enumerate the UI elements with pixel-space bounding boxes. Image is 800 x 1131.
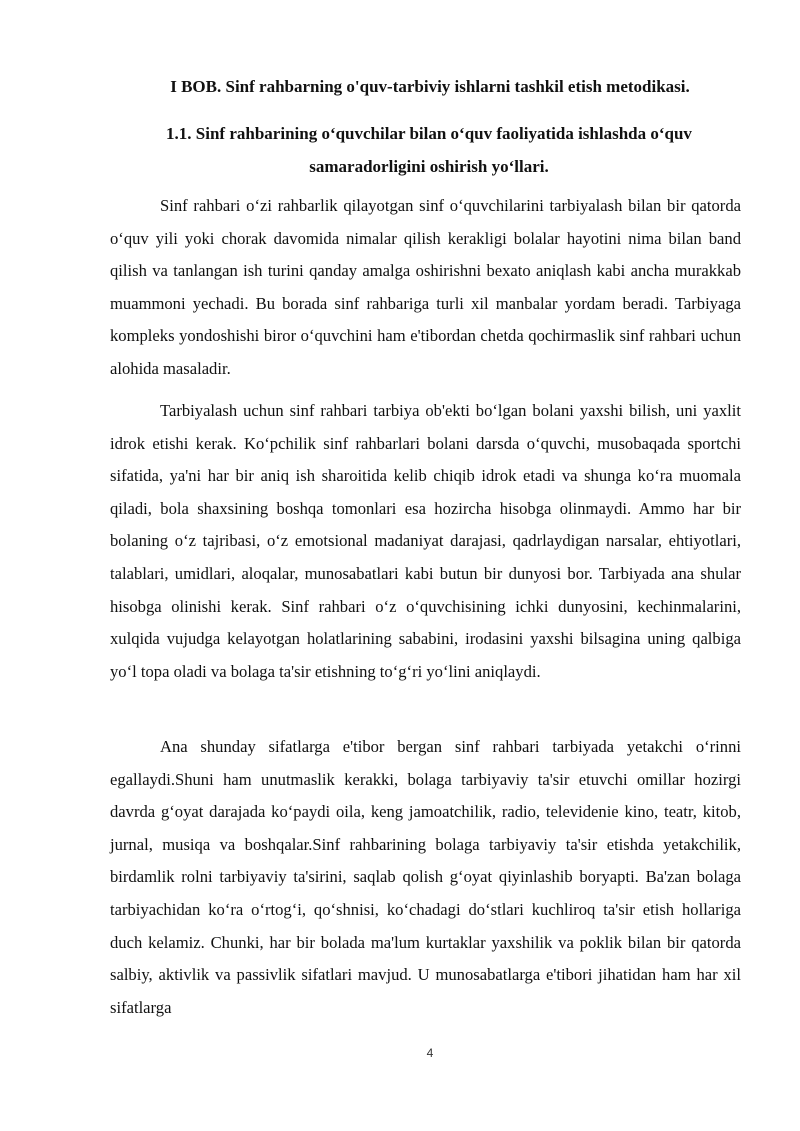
paragraph-2: Tarbiyalash uchun sinf rahbari tarbiya ob'ekti bo‘lgan bolani yaxshi bilish, uni yaxlit idrok etishi kerak. Ko‘pchilik sinf rahbarlari bolani darsda o‘quvchi, musobaqada sportchi sifatida, ya'ni har bir aniq ish sharoitida kelib chiqib idrok etadi va shunga ko‘ra muomala qiladi, bola shaxsining boshqa tomonlari esa hozircha hisobga olinmaydi. Ammo har bir bolaning o‘z tajribasi, o‘z emotsional madaniyat darajasi, qadrlaydigan narsalar, ehtiyotlari, talablari, umidlari, aloqalar, munosabatlari kabi butun bir dunyosi bor. Tarbiyada ana shular hisobga olinishi kerak. Sinf rahbari o‘z o‘quvchisining ichki dunyosini, kechinmalarini, xulqida vujudga kelayotgan holatlarining sababini, irodasini yaxshi bilsagina uning qalbiga yo‘l topa oladi va bolaga ta'sir etishning to‘g‘ri yo‘lini aniqlaydi. [110, 401, 741, 681]
section-title-line-1: 1.1. Sinf rahbarining o‘quvchilar bilan o‘quv faoliyatida ishlashda o‘quv [166, 124, 692, 143]
page-number: 4 [426, 1046, 434, 1060]
chapter-title: I BOB. Sinf rahbarning o'quv-tarbiviy ishlarni tashkil etish metodikasi. [170, 77, 690, 96]
section-title-line-2: samaradorligini oshirish yo‘llari. [309, 157, 549, 176]
paragraph-3: Ana shunday sifatlarga e'tibor bergan sinf rahbari tarbiyada yetakchi o‘rinni egallaydi.Shuni ham unutmaslik kerakki, bolaga tarbiyaviy ta'sir etuvchi omillar hozirgi davrda g‘oyat darajada ko‘paydi oila, keng jamoatchilik, radio, televidenie kino, teatr, kitob, jurnal, musiqa va boshqalar.Sinf rahbarining bolaga tarbiyaviy ta'sir etishda yetakchilik, birdamlik rolni tarbiyaviy ta'sirini, saqlab qolish g‘oyat qiyinlashib boryapti. Ba'zan bolaga tarbiyachidan ko‘ra o‘rtog‘i, qo‘shnisi, ko‘chadagi do‘stlari kuchliroq ta'sir etish hollariga duch kelamiz. Chunki, har bir bolada ma'lum kurtaklar yaxshilik va poklik bilan bir qatorda salbiy, aktivlik va passivlik sifatlari mavjud. U munosabatlarga e'tibori jihatidan ham har xil sifatlarga [110, 737, 741, 1017]
section-title [118, 117, 740, 183]
paragraph-1: Sinf rahbari o‘zi rahbarlik qilayotgan sinf o‘quvchilarini tarbiyalash bilan bir qatorda o‘quv yili yoki chorak davomida nimalar qilish kerakligi bolalar hayotini nima bilan band qilish va tanlangan ish turini qanday amalga oshirishni bexato aniqlash kabi ancha murakkab muammoni yechadi. Bu borada sinf rahbariga turli xil manbalar yordam beradi. Tarbiyaga kompleks yondoshishi biror o‘quvchini ham e'tibordan chetda qochirmaslik sinf rahbari uchun alohida masaladir. [110, 196, 741, 378]
